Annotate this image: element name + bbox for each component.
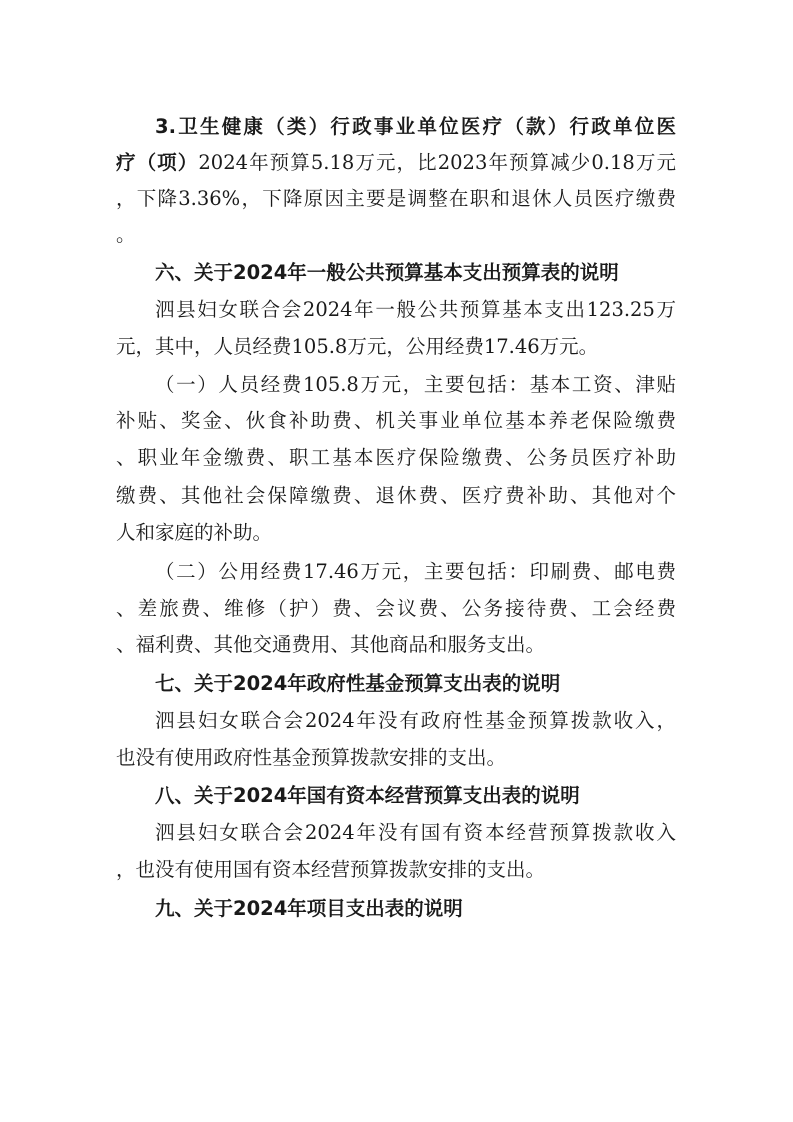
section7-para-line1: 泗县妇女联合会2024年没有政府性基金预算拨款收入，	[155, 709, 676, 732]
section6-para2-line1: （一）人员经费105.8万元，主要包括：基本工资、津贴	[155, 373, 676, 396]
section6-para3-line2: 、差旅费、维修（护）费、会议费、公务接待费、工会经费	[116, 597, 676, 620]
section6-para2-line5: 人和家庭的补助。	[116, 521, 273, 544]
section7-para-line2: 也没有使用政府性基金预算拨款安排的支出。	[116, 746, 507, 769]
section7-heading: 七、关于2024年政府性基金预算支出表的说明	[155, 672, 561, 695]
section6-para2-line3: 、职业年金缴费、职工基本医疗保险缴费、公务员医疗补助	[116, 446, 676, 469]
section6-para1-line1: 泗县妇女联合会2024年一般公共预算基本支出123.25万	[155, 298, 676, 321]
item3-line3: ，下降3.36%，下降原因主要是调整在职和退休人员医疗缴费	[116, 187, 676, 210]
section6-para3-line1: （二）公用经费17.46万元，主要包括：印刷费、邮电费	[155, 560, 676, 583]
item3-line1: 3.卫生健康（类）行政事业单位医疗（款）行政单位医	[155, 115, 676, 138]
section8-para-line2: ，也没有使用国有资本经营预算拨款安排的支出。	[116, 858, 546, 881]
section6-para3-line3: 、福利费、其他交通费用、其他商品和服务支出。	[116, 633, 546, 656]
item3-line2-rest: 2024年预算5.18万元，比2023年预算减少0.18万元	[198, 151, 676, 174]
section6-para2-line4: 缴费、其他社会保障缴费、退休费、医疗费补助、其他对个	[116, 484, 676, 507]
section8-heading: 八、关于2024年国有资本经营预算支出表的说明	[155, 784, 580, 807]
section6-para1-line2: 元，其中，人员经费105.8万元，公用经费17.46万元。	[116, 335, 599, 358]
section6-heading: 六、关于2024年一般公共预算基本支出预算表的说明	[155, 261, 619, 284]
section8-para-line1: 泗县妇女联合会2024年没有国有资本经营预算拨款收入	[155, 821, 676, 844]
section6-para2-line2: 补贴、奖金、伙食补助费、机关事业单位基本养老保险缴费	[116, 409, 676, 432]
item3-line2	[116, 148, 676, 178]
item3-line2-bold: 疗（项）	[116, 151, 199, 174]
section9-heading: 九、关于2024年项目支出表的说明	[155, 897, 463, 920]
item3-line4: 。	[116, 223, 136, 246]
